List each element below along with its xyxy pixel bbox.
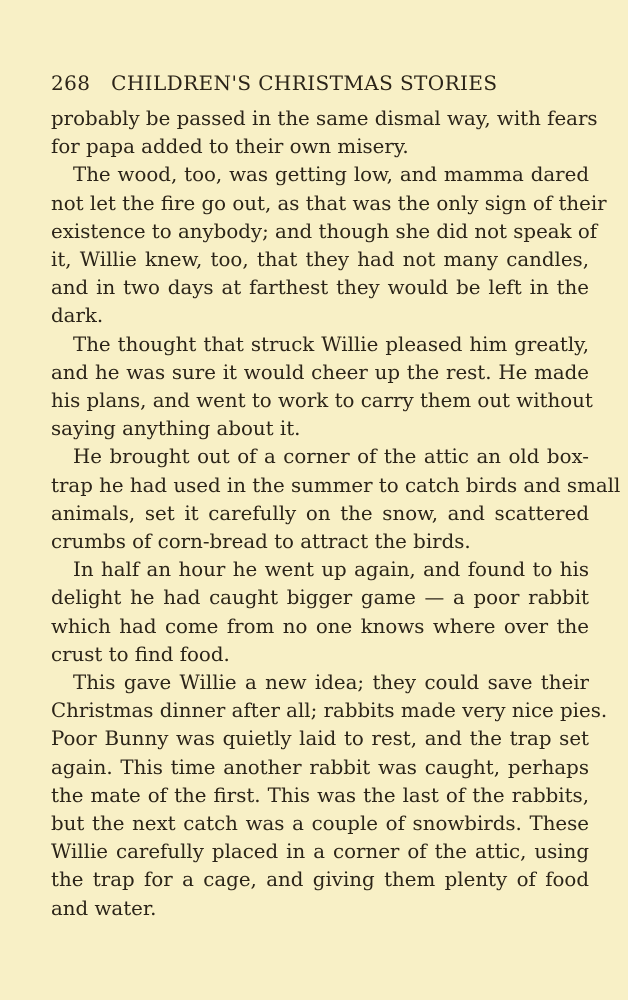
text-line: the trap for a cage, and giving them plenty of food — [51, 868, 589, 892]
text-line: again. This time another rabbit was caught, perhaps — [51, 755, 589, 779]
text-line: the mate of the first. This was the last of the rabbits, — [51, 783, 589, 807]
text-line: delight he had caught bigger game — a poor rabbit — [51, 586, 589, 610]
text-line: crumbs of corn-bread to attract the birds. — [51, 530, 471, 554]
text-line: existence to anybody; and though she did not speak of — [51, 219, 598, 243]
text-line: trap he had used in the summer to catch birds and small — [51, 473, 621, 497]
paragraph — [51, 161, 607, 330]
text-line: The wood, too, was getting low, and mamma dared — [73, 163, 589, 187]
text-line: which had come from no one knows where over the — [51, 614, 589, 638]
text-line: He brought out of a corner of the attic an old box- — [73, 445, 589, 469]
text-line: animals, set it carefully on the snow, and scattered — [51, 501, 589, 525]
text-line: his plans, and went to work to carry them out without — [51, 389, 593, 413]
text-line: but the next catch was a couple of snowbirds. These — [51, 812, 589, 836]
text-line: crust to find food. — [51, 642, 230, 666]
text-line: probably be passed in the same dismal way, with fears — [51, 107, 598, 130]
paragraph — [51, 105, 598, 161]
paragraph — [51, 331, 593, 444]
paragraph — [51, 556, 589, 669]
text-line: not let the fire go out, as that was the only sign of their — [51, 191, 607, 215]
text-line: for papa added to their own misery. — [51, 135, 409, 159]
running-title: CHILDREN'S CHRISTMAS STORIES — [111, 71, 498, 95]
text-line: and water. — [51, 896, 157, 920]
text-line: dark. — [51, 304, 104, 328]
text-line: The thought that struck Willie pleased him greatly, — [73, 332, 589, 356]
paragraph — [51, 443, 621, 556]
text-line: In half an hour he went up again, and found to his — [73, 558, 589, 582]
text-line: saying anything about it. — [51, 417, 301, 441]
paragraph — [51, 669, 608, 923]
running-head — [51, 68, 591, 98]
text-line: and he was sure it would cheer up the rest. He made — [51, 360, 589, 384]
body-text — [51, 105, 621, 923]
text-line: and in two days at farthest they would be left in the — [51, 276, 589, 300]
page-number: 268 — [51, 71, 91, 95]
text-line: it, Willie knew, too, that they had not many candles, — [51, 248, 589, 272]
text-line: Christmas dinner after all; rabbits made very nice pies. — [51, 699, 608, 723]
text-line: Poor Bunny was quietly laid to rest, and the trap set — [51, 727, 589, 751]
text-line: Willie carefully placed in a corner of the attic, using — [51, 840, 589, 864]
text-line: This gave Willie a new idea; they could save their — [73, 671, 589, 695]
